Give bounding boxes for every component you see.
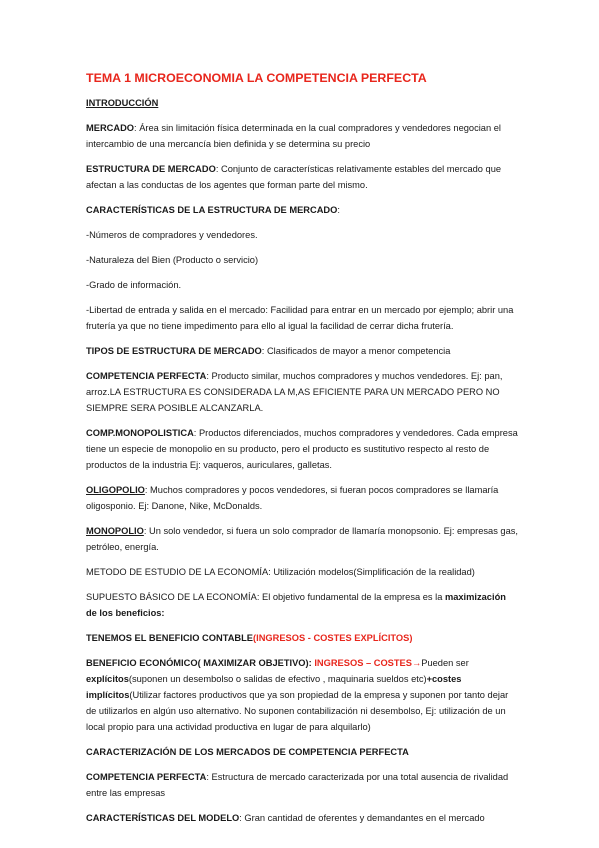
document-title: TEMA 1 MICROECONOMIA LA COMPETENCIA PERFECTA bbox=[86, 71, 427, 85]
paragraph-supuesto bbox=[86, 589, 519, 621]
colon: : bbox=[308, 658, 315, 668]
definition-oligopolio: : Muchos compradores y pocos vendedores, si fueran pocos compradores se llamaría oligosponio. Ej: Danone, Nike, McDonalds. bbox=[86, 485, 499, 511]
text-segment: Pueden ser bbox=[421, 658, 469, 668]
paragraph-beneficio-economico bbox=[86, 655, 519, 735]
definition-monopolistica: : Productos diferenciados, muchos compradores y vendedores. Cada empresa tiene un especie de monopolio en su producto, pero el producto es sustitutivo respecto al resto de productos de la industria Ej: vaqueros, auriculares, galletas. bbox=[86, 428, 518, 470]
supuesto-text: SUPUESTO BÁSICO DE LA ECONOMÍA: El objetivo fundamental de la empresa es la bbox=[86, 592, 445, 602]
section-heading-caracterizacion: CARACTERIZACIÓN DE LOS MERCADOS DE COMPETENCIA PERFECTA bbox=[86, 747, 409, 757]
paragraph-oligopolio bbox=[86, 482, 519, 514]
definition-monopolio: : Un solo vendedor, si fuera un solo comprador de llamaría monopsonio. Ej: empresas gas, petróleo, energía. bbox=[86, 526, 518, 552]
definition-competencia-perfecta: : Producto similar, muchos compradores y muchos vendedores. Ej: pan, arroz.LA ESTRUCTURA ES CONSIDERADA LA M,AS EFICIENTE PARA UN MERCADO PERO NO SIEMPRE SERA POSIBLE ALCANZARLA. bbox=[86, 371, 503, 413]
definition-mercado: : Área sin limitación física determinada en la cual compradores y vendedores negocian el intercambio de una mercancía bien definida y se determina su precio bbox=[86, 123, 501, 149]
text-segment: (Utilizar factores productivos que ya son propiedad de la empresa y suponen por tanto dejar de utilizarlos en algún uso alternativo. No suponen contabilización ni desembolso, Ej: utilización de un local propio para una actividad productiva en lugar de para alquilarlo) bbox=[86, 690, 509, 732]
heading-text: CARACTERÍSTICAS DE LA ESTRUCTURA DE MERCADO bbox=[86, 205, 338, 215]
list-item: -Grado de información. bbox=[86, 280, 182, 290]
beneficio-contable-formula: (INGRESOS - COSTES EXPLÍCITOS) bbox=[253, 633, 413, 643]
paragraph-tipos bbox=[86, 343, 519, 359]
term-oligopolio: OLIGOPOLIO bbox=[86, 485, 145, 495]
paragraph-mercado bbox=[86, 120, 519, 152]
paragraph-competencia-perfecta-def bbox=[86, 769, 519, 801]
term-tipos: TIPOS DE ESTRUCTURA DE MERCADO bbox=[86, 346, 262, 356]
beneficio-economico-formula: INGRESOS – COSTES bbox=[314, 658, 412, 668]
term-monopolistica: COMP.MONOPOLISTICA bbox=[86, 428, 194, 438]
term-estructura: ESTRUCTURA DE MERCADO bbox=[86, 164, 216, 174]
paragraph-monopolio bbox=[86, 523, 519, 555]
paragraph-competencia-perfecta bbox=[86, 368, 519, 416]
paragraph-estructura bbox=[86, 161, 519, 193]
supuesto-bold: maximización de los beneficios: bbox=[86, 592, 506, 618]
list-item: -Naturaleza del Bien (Producto o servicio) bbox=[86, 255, 259, 265]
definition-tipos: : Clasificados de mayor a menor competencia bbox=[261, 346, 451, 356]
definition-caracteristicas-modelo: : Gran cantidad de oferentes y demandantes en el mercado bbox=[239, 813, 485, 823]
beneficio-economico-lead: BENEFICIO ECONÓMICO( MAXIMIZAR OBJETIVO) bbox=[86, 658, 309, 668]
term-mercado: MERCADO bbox=[86, 123, 135, 133]
heading-colon: : bbox=[337, 205, 340, 215]
term-monopolio: MONOPOLIO bbox=[86, 526, 144, 536]
section-heading-caracteristicas bbox=[86, 202, 519, 218]
list-item: -Libertad de entrada y salida en el mercado: Facilidad para entrar en un mercado por ejemplo; abrir una frutería ya que no tiene impedimento para ello al igual la facilidad de cerrar dicha frutería. bbox=[86, 305, 514, 331]
paragraph-metodo: METODO DE ESTUDIO DE LA ECONOMÍA: Utilización modelos(Simplificación de la realidad) bbox=[86, 567, 475, 577]
intro-heading: INTRODUCCIÓN bbox=[86, 98, 159, 108]
term-caracteristicas-modelo: CARACTERÍSTICAS DEL MODELO bbox=[86, 813, 240, 823]
definition-competencia-perfecta-def: : Estructura de mercado caracterizada por una total ausencia de rivalidad entre las empresas bbox=[86, 772, 509, 798]
term-competencia-perfecta: COMPETENCIA PERFECTA bbox=[86, 371, 207, 381]
list-item: -Números de compradores y vendedores. bbox=[86, 230, 258, 240]
term-implicitos: +costes implícitos bbox=[86, 674, 462, 700]
text-segment: (suponen un desembolso o salidas de efectivo , maquinaria sueldos etc) bbox=[128, 674, 427, 684]
arrow-icon: → bbox=[411, 658, 422, 668]
paragraph-monopolistica bbox=[86, 425, 519, 473]
term-explicitos: explícitos bbox=[86, 674, 129, 684]
paragraph-beneficio-contable bbox=[86, 630, 519, 646]
beneficio-contable-lead: TENEMOS EL BENEFICIO CONTABLE bbox=[86, 633, 254, 643]
paragraph-caracteristicas-modelo bbox=[86, 810, 519, 826]
definition-estructura: : Conjunto de características relativamente estables del mercado que afectan a las conductas de los agentes que forman parte del mismo. bbox=[86, 164, 502, 190]
term-competencia-perfecta-def: COMPETENCIA PERFECTA bbox=[86, 772, 207, 782]
